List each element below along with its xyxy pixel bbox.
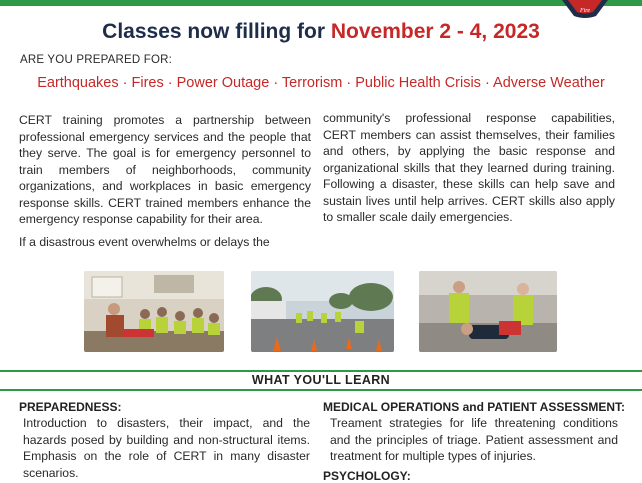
badge-text: Fire: [579, 8, 591, 14]
section-divider-top: [0, 370, 642, 372]
right-paragraph-1: community's professional response capabilities, CERT members can assist themselves, their families and others, by applying the basic response and organizational skills that they learned during training. Following a disaster, these skills can help save and sustain lives until help arrives. CERT skills also apply to smaller scale daily emergencies.: [323, 111, 615, 224]
preparedness-text: Introduction to disasters, their impact, and the hazards posed by building and non-structural items. Emphasis on the role of CERT in many disaster scenarios.: [23, 416, 310, 480]
left-paragraph-1: CERT training promotes a partnership between professional emergency services and the people that they serve. The goal is for emergency personnel to train members of neighborhoods, community organizations, and workplaces in basic emergency response skills. CERT trained members enhance the emergency response capability for their area.: [19, 113, 311, 226]
psychology-heading: PSYCHOLOGY:: [323, 469, 411, 483]
prepared-label: ARE YOU PREPARED FOR:: [20, 54, 173, 66]
body-right-column: [323, 110, 615, 232]
medical-practice-photo: [419, 271, 557, 352]
fire-department-badge: [560, 0, 610, 18]
page-headline: [0, 20, 642, 44]
headline-prefix: Classes now filling for: [102, 20, 331, 43]
medical-operations-text: Treament strategies for life threatening conditions and the principles of triage. Patient assessment and treatment for multiple types of injuries.: [330, 416, 618, 463]
section-divider-bottom: [0, 389, 642, 391]
left-paragraph-2: If a disastrous event overwhelms or delays the: [19, 234, 270, 249]
top-green-bar: [0, 0, 642, 6]
preparedness-heading: PREPAREDNESS:: [19, 400, 122, 414]
classroom-training-photo: [84, 271, 224, 352]
headline-date: November 2 - 4, 2023: [330, 20, 540, 43]
learn-section-title: WHAT YOU'LL LEARN: [251, 373, 391, 387]
hazard-list: Earthquakes · Fires · Power Outage · Terrorism · Public Health Crisis · Adverse Weather: [37, 75, 605, 91]
body-left-column: [19, 112, 311, 256]
medical-operations-heading: MEDICAL OPERATIONS and PATIENT ASSESSMENT:: [323, 400, 626, 414]
outdoor-exercise-photo: [251, 271, 394, 352]
